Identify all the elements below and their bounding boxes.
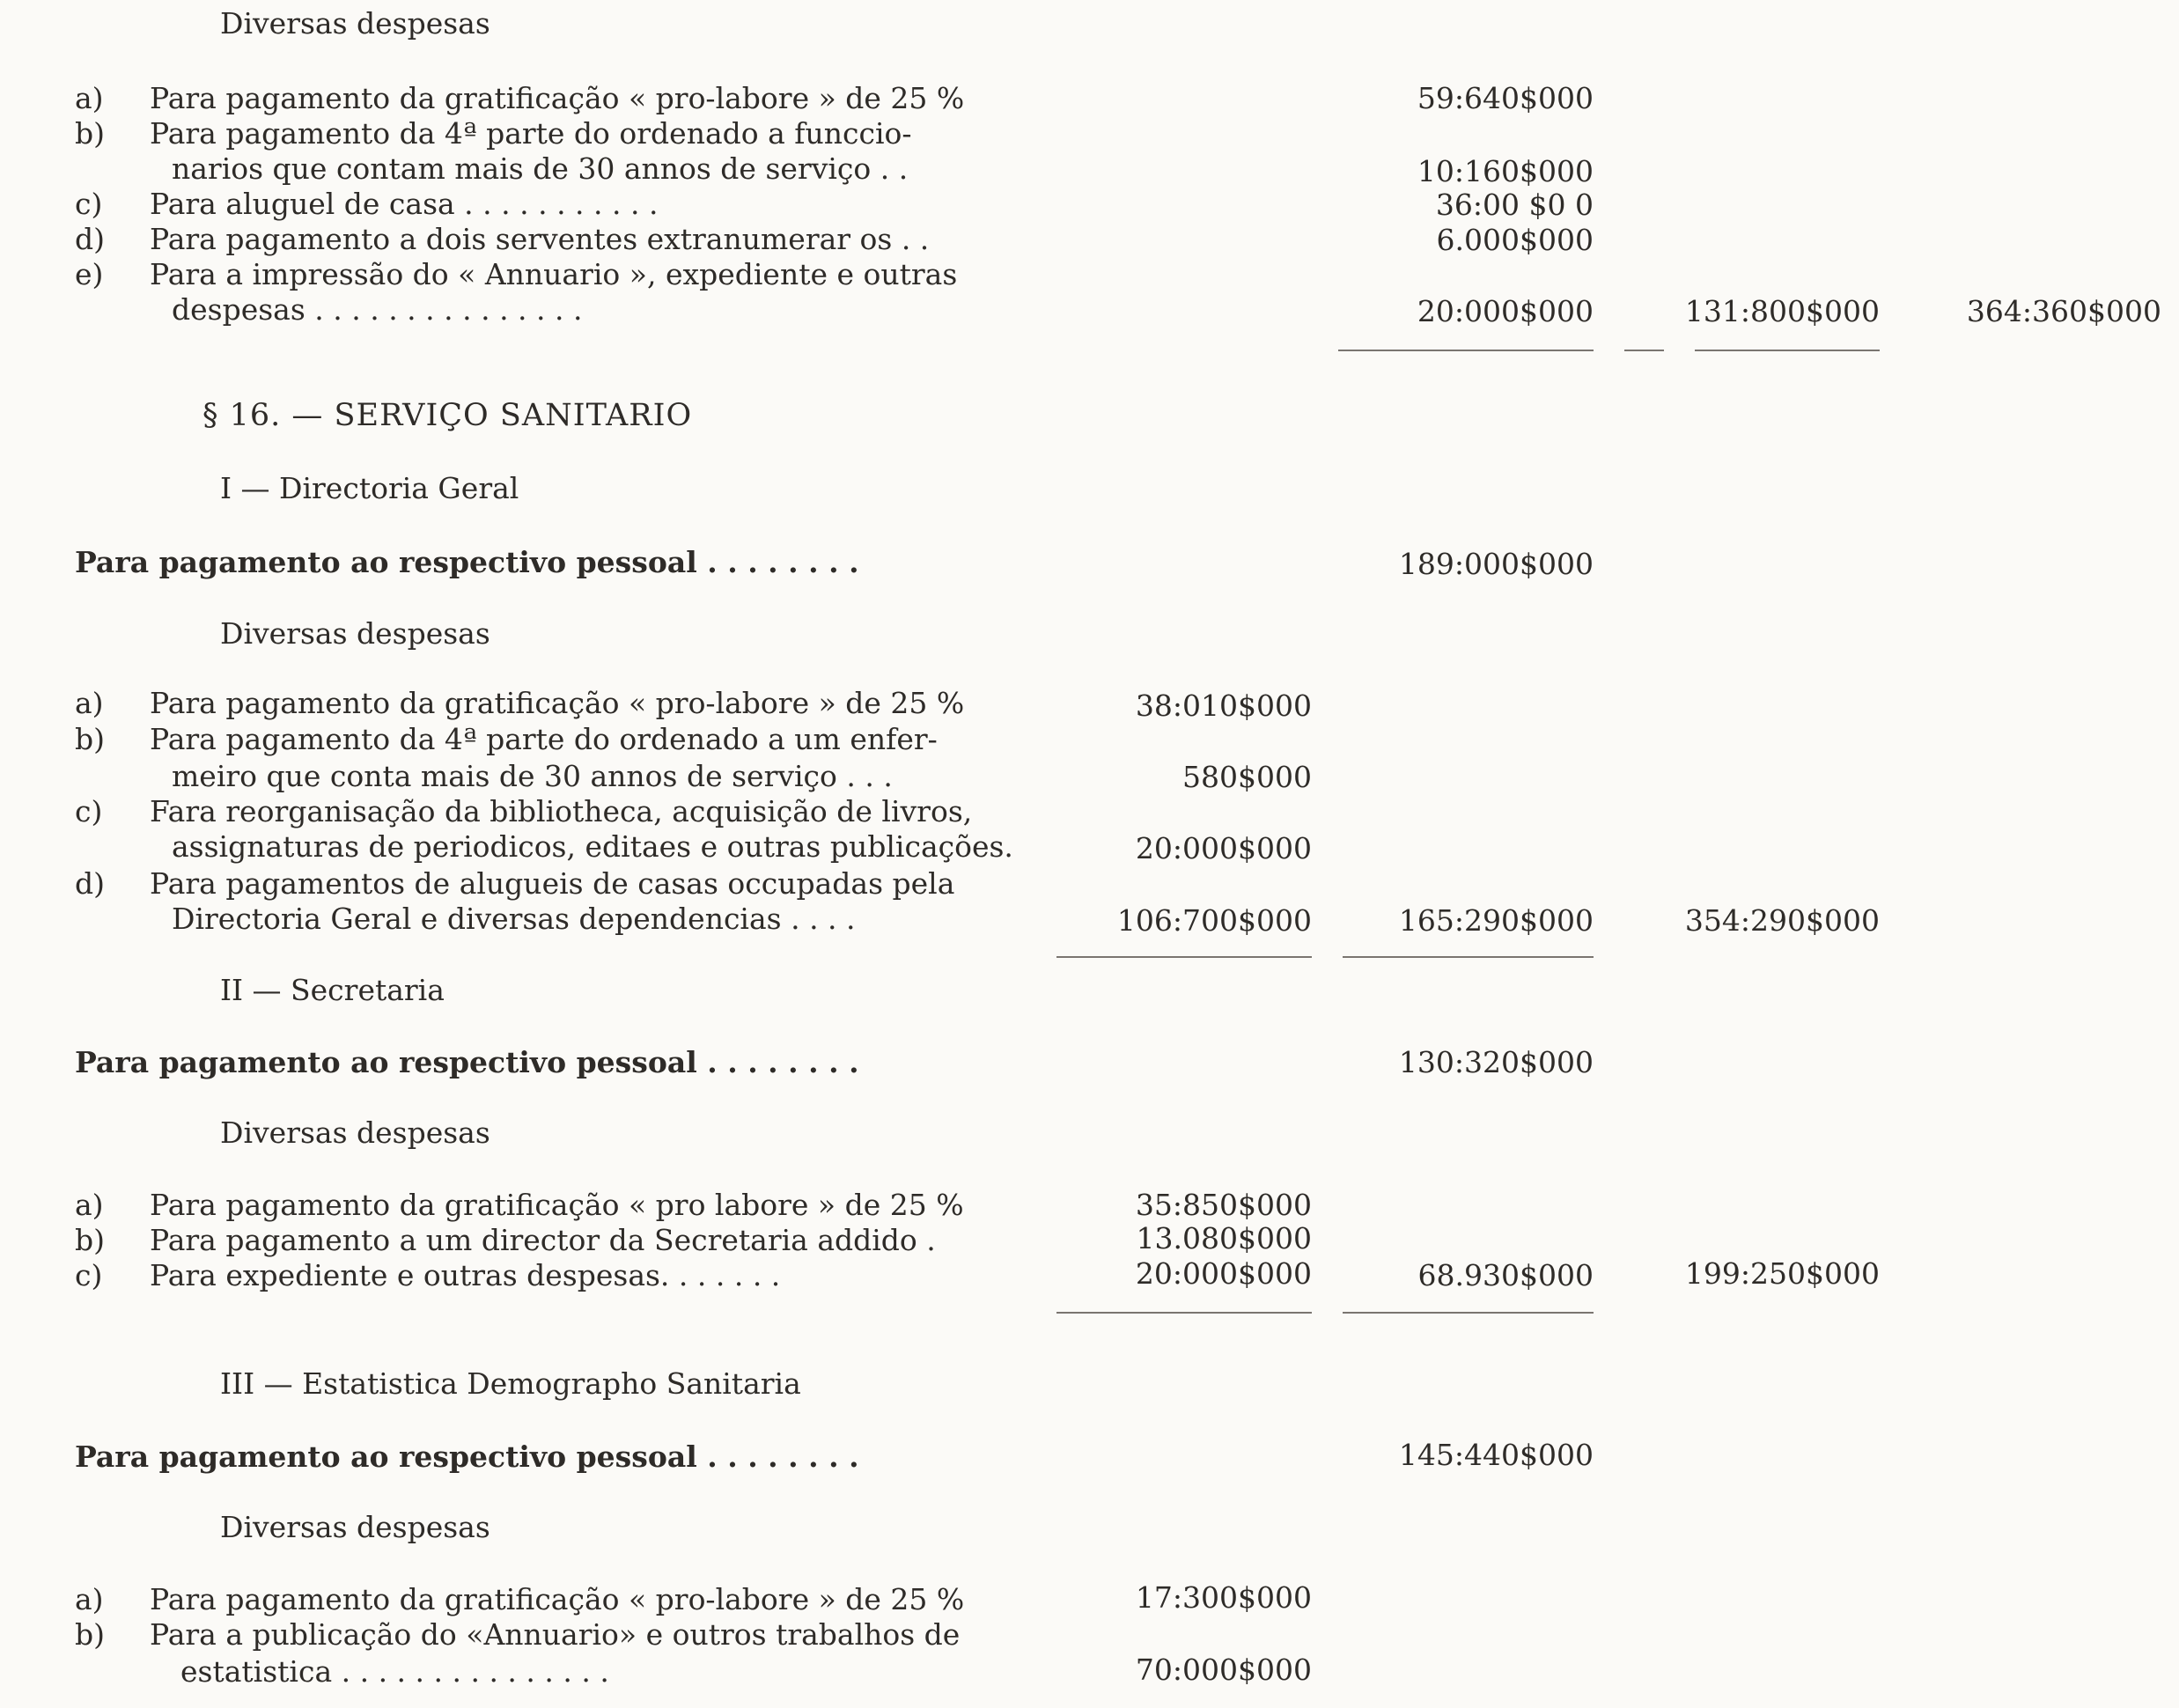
subtotal-amount: 68.930$000 [1417, 1258, 1594, 1292]
item-label: d) [75, 222, 105, 256]
sum-rule [1338, 350, 1594, 351]
item-amount: 6.000$000 [1436, 223, 1594, 257]
item-text: Para aluguel de casa . . . . . . . . . . . [150, 187, 659, 221]
item-text-cont: estatistica . . . . . . . . . . . . . . . [180, 1654, 609, 1689]
pessoal-label: Para pagamento ao respectivo pessoal . . . . . . . . [75, 1045, 859, 1079]
item-text-cont: Directoria Geral e diversas dependencias . . . . [172, 902, 856, 936]
item-text: Para pagamento da gratificação « pro-labore » de 25 % [150, 1582, 965, 1616]
item-amount: 36:00 $0 0 [1435, 188, 1594, 222]
subsection-heading: I — Directoria Geral [220, 471, 519, 505]
item-amount: 35:850$000 [1135, 1188, 1312, 1222]
item-amount: 580$000 [1182, 760, 1312, 794]
item-amount: 17:300$000 [1135, 1580, 1312, 1615]
pessoal-amount: 130:320$000 [1398, 1045, 1594, 1079]
sum-rule [1056, 956, 1312, 958]
item-text-cont: meiro que conta mais de 30 annos de serviço . . . [172, 759, 893, 793]
item-amount: 13.080$000 [1136, 1221, 1312, 1255]
item-amount: 10:160$000 [1417, 154, 1594, 188]
subtotal-amount: 131:800$000 [1684, 294, 1880, 328]
subsection-heading: III — Estatistica Demographo Sanitaria [220, 1366, 801, 1401]
total-amount: 364:360$000 [1966, 294, 2161, 328]
item-text: Para pagamento da gratificação « pro labore » de 25 % [150, 1188, 964, 1222]
item-label: c) [75, 1258, 103, 1292]
item-label: a) [75, 686, 104, 720]
sum-rule [1056, 1312, 1312, 1314]
item-amount: 38:010$000 [1135, 688, 1312, 723]
diversas-despesas-heading: Diversas despesas [220, 1510, 490, 1544]
sum-rule [1343, 1312, 1594, 1314]
item-amount: 59:640$000 [1417, 81, 1594, 115]
diversas-despesas-heading: Diversas despesas [220, 1115, 490, 1150]
item-label: c) [75, 794, 103, 828]
item-text: Para pagamento a dois serventes extranumerar os . . [150, 222, 930, 256]
sum-rule [1624, 350, 1664, 351]
item-amount: 20:000$000 [1135, 1256, 1312, 1291]
item-label: a) [75, 81, 104, 115]
total-amount: 199:250$000 [1684, 1256, 1880, 1291]
item-amount: 106:700$000 [1116, 903, 1312, 938]
item-text: Para pagamento da 4ª parte do ordenado a funccio- [150, 116, 912, 151]
item-text-cont: narios que contam mais de 30 annos de serviço . . [172, 151, 909, 186]
item-text: Para a impressão do « Annuario », expediente e outras [150, 257, 958, 291]
item-text: Para pagamento da 4ª parte do ordenado a um enfer- [150, 722, 938, 756]
item-text: Para a publicação do «Annuario» e outros trabalhos de [150, 1617, 961, 1652]
item-text: Para expediente e outras despesas. . . . . . . [150, 1258, 781, 1292]
subtotal-amount: 165:290$000 [1398, 903, 1594, 938]
item-text: Para pagamento da gratificação « pro-labore » de 25 % [150, 686, 965, 720]
total-amount: 354:290$000 [1684, 903, 1880, 938]
item-amount: 20:000$000 [1417, 294, 1594, 328]
pessoal-label: Para pagamento ao respectivo pessoal . . . . . . . . [75, 1439, 859, 1474]
item-text-cont: despesas . . . . . . . . . . . . . . . [172, 292, 583, 327]
sum-rule [1695, 350, 1880, 351]
item-amount: 70:000$000 [1135, 1653, 1312, 1687]
item-text: Para pagamentos de alugueis de casas occupadas pela [150, 866, 955, 901]
item-text: Para pagamento a um director da Secretaria addido . [150, 1223, 936, 1257]
item-label: b) [75, 722, 105, 756]
item-amount: 20:000$000 [1135, 831, 1312, 865]
diversas-despesas-heading: Diversas despesas [220, 6, 490, 40]
item-label: b) [75, 1223, 105, 1257]
item-text: Para pagamento da gratificação « pro-labore » de 25 % [150, 81, 965, 115]
item-label: e) [75, 257, 104, 291]
item-text: Fara reorganisação da bibliotheca, acquisição de livros, [150, 794, 973, 828]
item-label: d) [75, 866, 105, 901]
pessoal-amount: 145:440$000 [1398, 1438, 1594, 1472]
subsection-heading: II — Secretaria [220, 973, 445, 1007]
sum-rule [1343, 956, 1594, 958]
item-label: a) [75, 1582, 104, 1616]
diversas-despesas-heading: Diversas despesas [220, 616, 490, 651]
pessoal-amount: 189:000$000 [1398, 547, 1594, 581]
item-label: b) [75, 116, 105, 151]
item-label: a) [75, 1188, 104, 1222]
pessoal-label: Para pagamento ao respectivo pessoal . . . . . . . . [75, 545, 859, 579]
section-title: § 16. — SERVIÇO SANITARIO [202, 398, 693, 433]
item-label: c) [75, 187, 103, 221]
item-label: b) [75, 1617, 105, 1652]
item-text-cont: assignaturas de periodicos, editaes e outras publicações. [172, 829, 1013, 864]
